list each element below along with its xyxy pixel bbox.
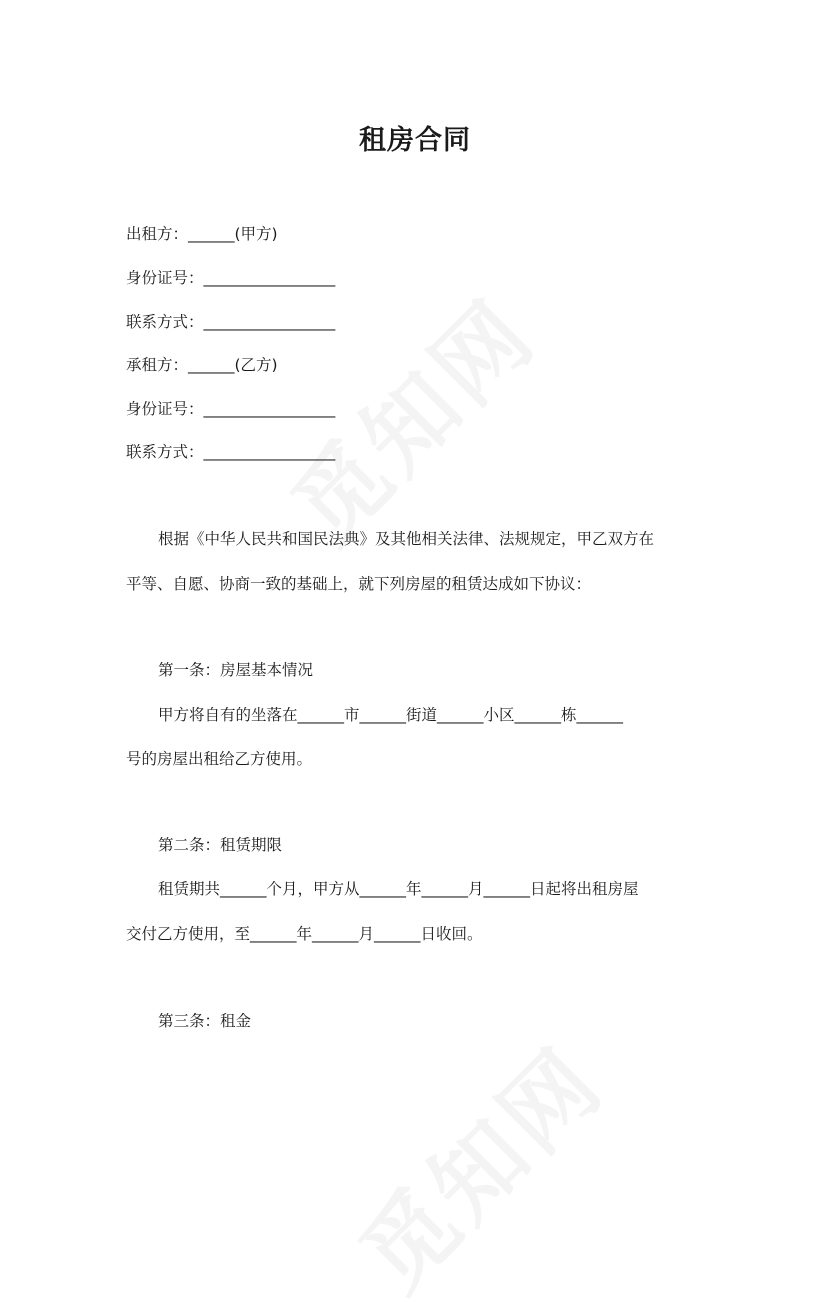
article-heading: 第三条：租金 bbox=[158, 1012, 252, 1030]
article-body-line: 甲方将自有的坐落在______市______街道______小区______栋______ bbox=[158, 706, 624, 724]
lessor-contact-line: 联系方式：_________________ bbox=[126, 313, 336, 331]
article-body-line: 交付乙方使用，至______年______月______日收回。 bbox=[126, 925, 483, 943]
lessee-id-line: 身份证号：_________________ bbox=[126, 400, 336, 418]
article-heading: 第二条：租赁期限 bbox=[158, 836, 283, 854]
lessor-id-line: 身份证号：_________________ bbox=[126, 269, 336, 287]
intro-paragraph-line: 根据《中华人民共和国民法典》及其他相关法律、法规规定，甲乙双方在 bbox=[158, 530, 655, 548]
article-body-line: 号的房屋出租给乙方使用。 bbox=[126, 750, 313, 768]
watermark bbox=[326, 1013, 627, 1314]
intro-paragraph-line: 平等、自愿、协商一致的基础上，就下列房屋的租赁达成如下协议： bbox=[126, 575, 592, 593]
lessor-line: 出租方：______(甲方) bbox=[126, 225, 278, 243]
lessee-line: 承租方：______(乙方) bbox=[126, 356, 278, 374]
lessee-contact-line: 联系方式：_________________ bbox=[126, 443, 336, 461]
document-title: 租房合同 bbox=[359, 125, 471, 156]
article-body-line: 租赁期共______个月，甲方从______年______月______日起将出租房屋 bbox=[158, 880, 639, 898]
article-heading: 第一条：房屋基本情况 bbox=[158, 661, 314, 679]
